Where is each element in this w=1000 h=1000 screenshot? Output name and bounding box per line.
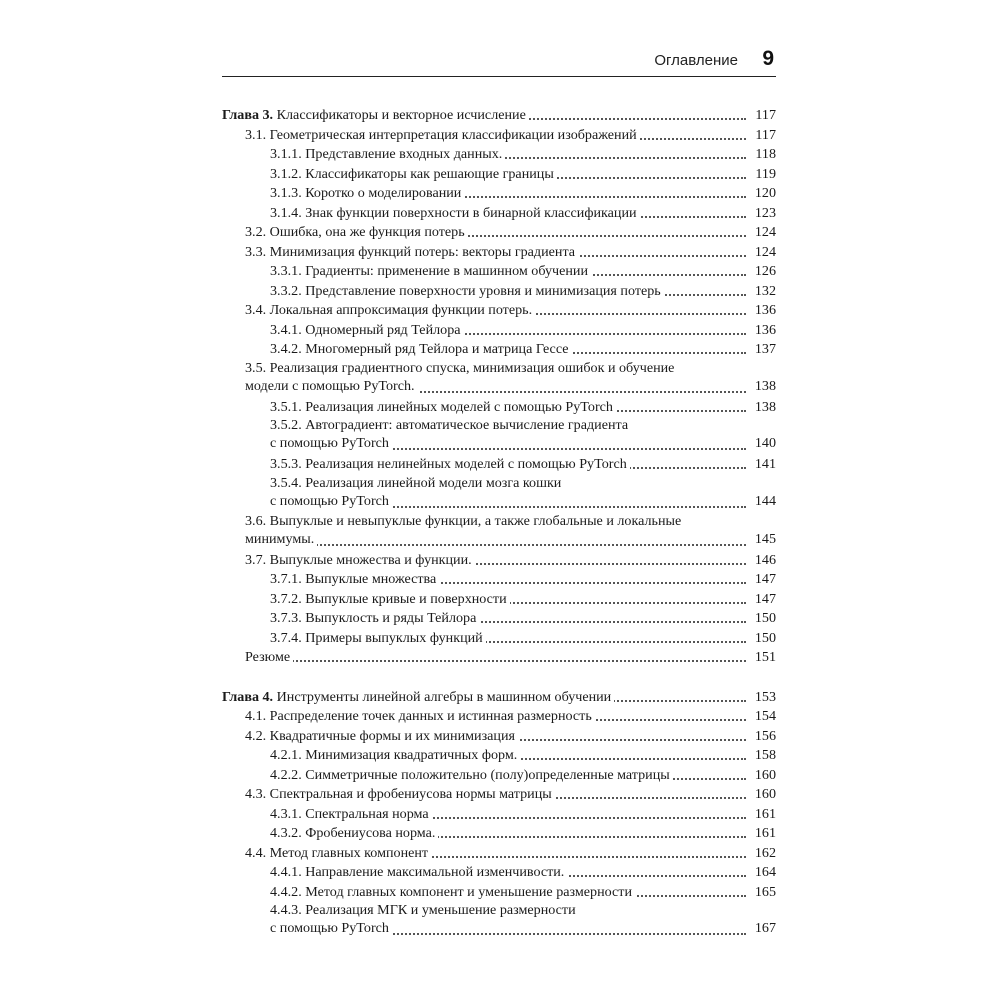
toc-entry-line2: минимумы.: [245, 531, 317, 547]
toc-subsection: [222, 882, 776, 902]
toc-page-number: 150: [752, 628, 776, 648]
toc-entry-title: [222, 804, 432, 824]
toc-chapter: [222, 105, 776, 125]
toc-entry-line2: модели с помощью PyTorch.: [245, 378, 418, 394]
toc-section: [222, 222, 776, 242]
toc-entry-text: 4.4.1. Направление максимальной изменчивости.: [270, 864, 565, 880]
toc-page-number: 137: [752, 339, 776, 359]
toc-page-number: 161: [752, 823, 776, 843]
toc-page-number: 119: [752, 164, 776, 184]
toc-section: [222, 359, 776, 397]
toc-entry-title: [222, 339, 572, 359]
toc-entry-title: [222, 569, 439, 589]
toc-subsection: [222, 339, 776, 359]
toc-entry-text: 4.4.2. Метод главных компонент и уменьшение размерности: [270, 883, 633, 900]
toc-entry-text: Резюме: [245, 649, 291, 665]
toc-subsection: [222, 320, 776, 340]
toc-entry-title: [222, 454, 630, 474]
toc-entry-title: [222, 726, 518, 746]
toc-section: [222, 125, 776, 145]
toc-page-number: 146: [752, 550, 776, 570]
toc-entry-title: [222, 222, 468, 242]
toc-page-number: 153: [752, 687, 776, 707]
toc-page-number: 145: [752, 530, 776, 548]
chapter-label: Глава 4.: [222, 688, 274, 705]
toc-entry-title: [222, 125, 640, 145]
toc-entry-text: 3.4.2. Многомерный ряд Тейлора и матрица Гессе: [270, 341, 569, 357]
toc-subsection: [222, 589, 776, 609]
toc-entry-line1: 4.4.3. Реализация МГК и уменьшение размерности: [270, 902, 576, 918]
toc-entry-title: [222, 550, 475, 570]
toc-entry-text: 4.3. Спектральная и фробениусова нормы матрицы: [245, 786, 552, 802]
toc-page-number: 161: [752, 804, 776, 824]
toc-subsection: [222, 823, 776, 843]
toc-entry-title: [222, 105, 529, 125]
toc-page-number: 140: [752, 434, 776, 452]
toc-subsection: [222, 397, 776, 417]
toc-entry-text: 3.7. Выпуклые множества и функции.: [245, 551, 472, 568]
toc-page-number: 138: [752, 377, 776, 395]
toc-entry-line1: 3.6. Выпуклые и невыпуклые функции, а также глобальные и локальные: [245, 512, 682, 529]
toc-page-number: 164: [752, 862, 776, 882]
toc-section: [222, 784, 776, 804]
toc-entry-text: 3.4.1. Одномерный ряд Тейлора: [270, 321, 461, 338]
toc-entry-text: 3.7.1. Выпуклые множества: [270, 571, 437, 587]
toc-entry-title: [222, 687, 614, 707]
toc-entry-text: Инструменты линейной алгебры в машинном обучении: [276, 688, 612, 705]
toc-entry-title: [222, 765, 673, 785]
page-number: 9: [762, 47, 774, 70]
toc-entry-title: [222, 281, 664, 301]
toc-subsection: [222, 862, 776, 882]
toc-subsection: [222, 901, 776, 939]
toc-subsection: [222, 804, 776, 824]
toc-page-number: 147: [752, 589, 776, 609]
toc-entry-line2: с помощью PyTorch: [270, 493, 392, 509]
toc-page-number: 141: [752, 454, 776, 474]
toc-entry-text: 3.1.3. Коротко о моделировании: [270, 185, 462, 201]
toc-page-number: 147: [752, 569, 776, 589]
toc-entry-text: 3.3. Минимизация функций потерь: векторы градиента: [245, 243, 576, 260]
toc-entry-title: [222, 706, 595, 726]
toc-subsection: [222, 474, 776, 512]
toc-entry-title: [222, 164, 557, 184]
toc-entry-title: [222, 882, 635, 902]
toc-page-number: 165: [752, 882, 776, 902]
toc-entry-line1: 3.5. Реализация градиентного спуска, минимизация ошибок и обучение: [245, 359, 675, 376]
toc-entry-text: 4.4. Метод главных компонент: [245, 844, 429, 861]
toc-subsection: [222, 745, 776, 765]
toc-entry-text: 3.3.1. Градиенты: применение в машинном обучении: [270, 263, 588, 279]
toc-subsection: [222, 261, 776, 281]
toc-entry-title: [222, 397, 616, 417]
toc-page-number: 123: [752, 203, 776, 223]
toc-page-number: 150: [752, 608, 776, 628]
toc-entry-title: [222, 320, 464, 340]
toc-subsection: [222, 144, 776, 164]
toc-chapter: [222, 687, 776, 707]
toc-entry-title: [222, 843, 431, 863]
toc-page-number: 117: [752, 125, 776, 145]
toc-entry-title: [222, 647, 293, 667]
toc-subsection: [222, 183, 776, 203]
toc-entry-text: 4.3.2. Фробениусова норма.: [270, 825, 436, 841]
toc-entry-text: 3.2. Ошибка, она же функция потерь: [245, 224, 465, 240]
toc-page-number: 118: [752, 144, 776, 164]
toc-page-number: 138: [752, 397, 776, 417]
toc-page-number: 132: [752, 281, 776, 301]
toc-page-number: 126: [752, 261, 776, 281]
toc-page-number: 124: [752, 242, 776, 262]
toc-entry-title: [222, 474, 827, 510]
toc-page-number: 158: [752, 745, 776, 765]
toc-entry-line1: 3.5.4. Реализация линейной модели мозга кошки: [270, 474, 562, 491]
toc-entry-title: [222, 144, 505, 164]
toc-page-number: 160: [752, 784, 776, 804]
toc-section: [222, 726, 776, 746]
toc-entry-title: [222, 784, 555, 804]
toc-entry-title: [222, 608, 479, 628]
toc-subsection: [222, 628, 776, 648]
toc-entry-title: [222, 183, 464, 203]
toc-section: [222, 647, 776, 667]
toc-entry-title: [222, 416, 827, 452]
toc-section: [222, 512, 776, 550]
toc-entry-text: 4.2.2. Симметричные положительно (полу)определенные матрицы: [270, 766, 670, 783]
toc-page-number: 136: [752, 320, 776, 340]
toc-subsection: [222, 569, 776, 589]
running-header: [222, 46, 776, 77]
toc-page-number: 144: [752, 492, 776, 510]
toc-page-number: 162: [752, 843, 776, 863]
toc-entry-title: [222, 300, 535, 320]
toc-entry-text: 3.3.2. Представление поверхности уровня и минимизация потерь: [270, 282, 661, 299]
toc-entry-title: [222, 823, 438, 843]
toc-subsection: [222, 454, 776, 474]
toc-entry-text: Классификаторы и векторное исчисление: [276, 107, 526, 123]
toc-page-number: 120: [752, 183, 776, 203]
header-title: Оглавление: [654, 52, 738, 69]
toc-page-number: 117: [752, 105, 776, 125]
toc-entry-text: 3.7.3. Выпуклость и ряды Тейлора: [270, 610, 477, 626]
toc-entry-line1: 3.5.2. Автоградиент: автоматическое вычисление градиента: [270, 417, 629, 433]
toc-entry-text: 3.7.2. Выпуклые кривые и поверхности: [270, 590, 507, 607]
toc-entry-title: [222, 512, 802, 548]
toc-entry-text: 3.1.1. Представление входных данных.: [270, 146, 503, 162]
toc-entry-text: 3.4. Локальная аппроксимация функции потерь.: [245, 302, 533, 318]
toc-page-number: 151: [752, 647, 776, 667]
toc-entry-text: 3.1. Геометрическая интерпретация классификации изображений: [245, 126, 637, 143]
toc-page-number: 160: [752, 765, 776, 785]
toc-section: [222, 300, 776, 320]
toc-section: [222, 242, 776, 262]
toc-entry-text: 3.5.3. Реализация нелинейных моделей с помощью PyTorch: [270, 456, 627, 472]
toc-page-number: 154: [752, 706, 776, 726]
toc-entry-title: [222, 901, 827, 937]
toc-entry-title: [222, 261, 591, 281]
toc-subsection: [222, 608, 776, 628]
toc-subsection: [222, 164, 776, 184]
toc-entry-text: 3.7.4. Примеры выпуклых функций: [270, 629, 483, 646]
toc-entry-line2: с помощью PyTorch: [270, 435, 392, 451]
toc-entry-text: 4.2. Квадратичные формы и их минимизация: [245, 727, 515, 744]
toc-subsection: [222, 416, 776, 454]
toc-entry-title: [222, 745, 520, 765]
toc-subsection: [222, 281, 776, 301]
toc-entry-text: 4.2.1. Минимизация квадратичных форм.: [270, 747, 518, 763]
toc-entry-text: 3.1.4. Знак функции поверхности в бинарной классификации: [270, 204, 637, 221]
toc-entry-title: [222, 628, 486, 648]
toc-entry-text: 4.3.1. Спектральная норма: [270, 805, 429, 822]
toc-entry-title: [222, 203, 640, 223]
toc-entry-title: [222, 862, 567, 882]
toc-page-number: 167: [752, 919, 776, 937]
toc-entry-line2: с помощью PyTorch: [270, 920, 392, 936]
toc-section: [222, 706, 776, 726]
toc-subsection: [222, 203, 776, 223]
toc-page-number: 156: [752, 726, 776, 746]
toc-section: [222, 550, 776, 570]
toc-page-number: 124: [752, 222, 776, 242]
chapter-label: Глава 3.: [222, 107, 274, 123]
toc-subsection: [222, 765, 776, 785]
toc-entry-text: 3.1.2. Классификаторы как решающие границы: [270, 165, 554, 182]
toc-entry-title: [222, 589, 510, 609]
toc-entry-title: [222, 359, 802, 395]
toc-entry-title: [222, 242, 578, 262]
toc-page-number: 136: [752, 300, 776, 320]
toc-entry-text: 3.5.1. Реализация линейных моделей с помощью PyTorch: [270, 398, 613, 415]
toc-section: [222, 843, 776, 863]
toc-entry-text: 4.1. Распределение точек данных и истинная размерность: [245, 708, 592, 724]
dot-leader: [245, 660, 746, 662]
